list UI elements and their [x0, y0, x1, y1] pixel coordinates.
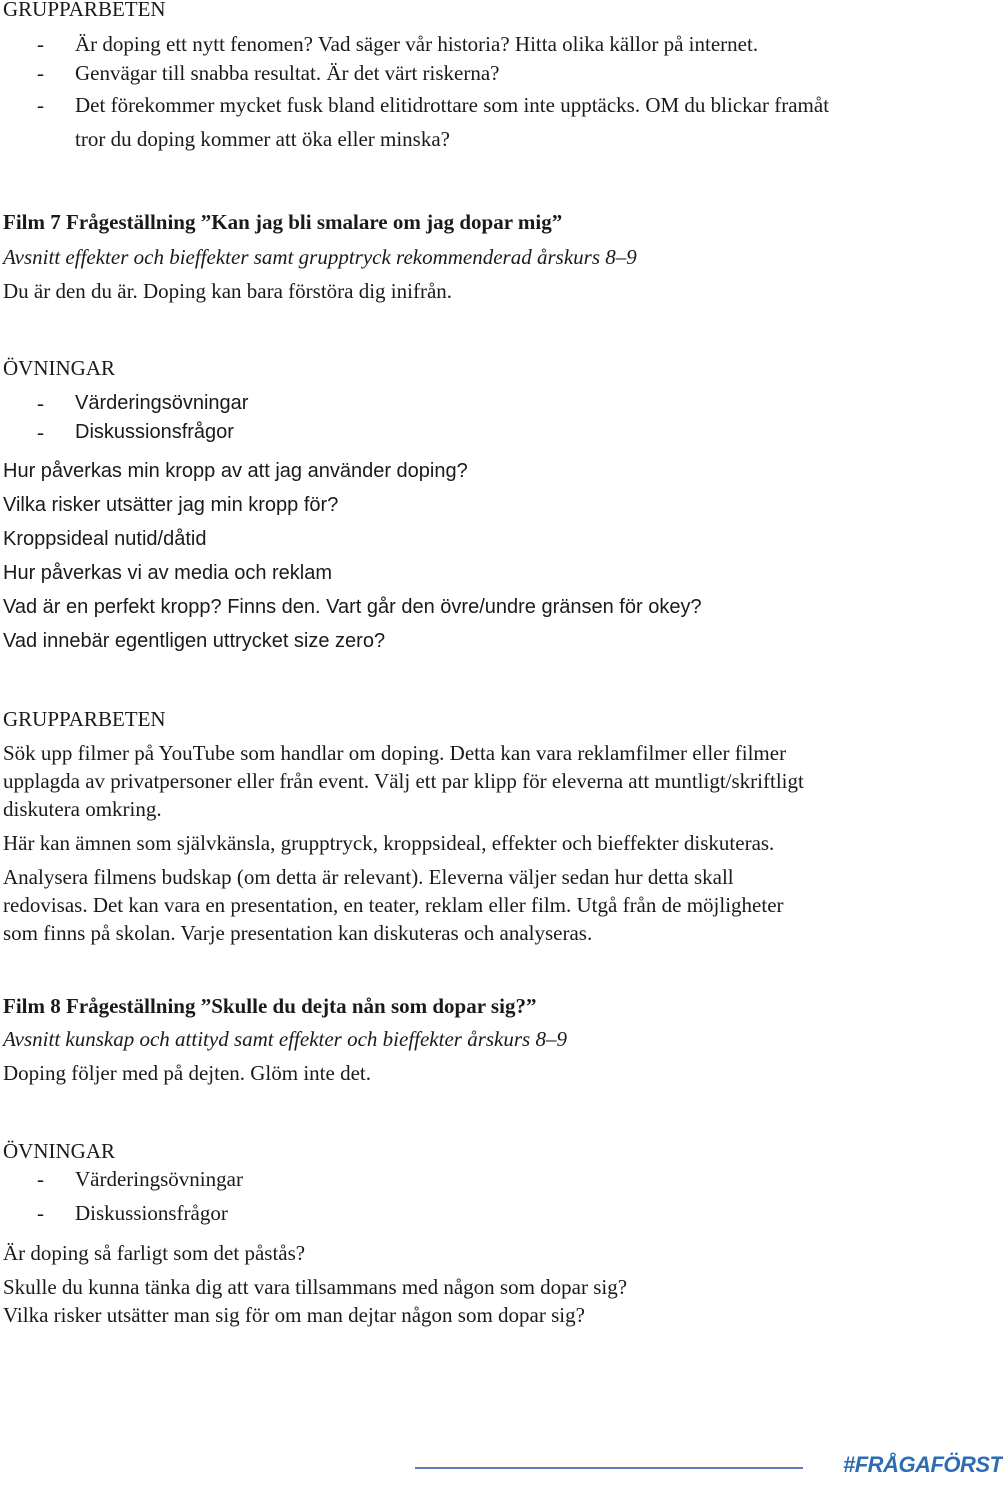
- exercises-heading: ÖVNINGAR: [3, 356, 115, 380]
- list-item-continuation: [0, 126, 960, 152]
- film-title: Film 7 Frågeställning ”Kan jag bli smalare om jag dopar mig”: [3, 210, 563, 234]
- question: Vad är en perfekt kropp? Finns den. Vart går den övre/undre gränsen för okey?: [3, 596, 702, 618]
- film-tagline: Doping följer med på dejten. Glöm inte det.: [3, 1061, 371, 1085]
- question: Hur påverkas min kropp av att jag använder doping?: [3, 460, 468, 482]
- list-item: - Diskussionsfrågor: [37, 1201, 228, 1225]
- section-heading: GRUPPARBETEN: [3, 0, 166, 21]
- list-item-text: Värderingsövningar: [75, 392, 249, 414]
- question: Vad innebär egentligen uttrycket size zero?: [3, 630, 386, 652]
- list-item: - Är doping ett nytt fenomen? Vad säger vår historia? Hitta olika källor på internet.: [37, 32, 759, 56]
- exercises-heading: ÖVNINGAR: [3, 1139, 115, 1163]
- list-item: - Värderingsövningar: [37, 1167, 243, 1191]
- list-item-text: Genvägar till snabba resultat. Är det värt riskerna?: [75, 61, 500, 85]
- list-item: - Värderingsövningar: [37, 391, 249, 415]
- list-item-text: Det förekommer mycket fusk bland elitidrottare som inte upptäcks. OM du blickar framåt: [75, 93, 830, 117]
- paragraph-line: som finns på skolan. Varje presentation kan diskuteras och analyseras.: [3, 921, 593, 945]
- paragraph-line: redovisas. Det kan vara en presentation, en teater, reklam eller film. Utgå från de möjligheter: [3, 893, 784, 917]
- question: Skulle du kunna tänka dig att vara tillsammans med någon som dopar sig?: [3, 1275, 628, 1299]
- question: Vilka risker utsätter jag min kropp för?: [3, 494, 339, 516]
- film-subtitle: Avsnitt kunskap och attityd samt effekter och bieffekter årskurs 8–9: [3, 1027, 567, 1051]
- paragraph-line: diskutera omkring.: [3, 797, 162, 821]
- list-item-text: Diskussionsfrågor: [75, 1201, 228, 1225]
- list-item-text: tror du doping kommer att öka eller minska?: [75, 127, 450, 151]
- question: Hur påverkas vi av media och reklam: [3, 562, 333, 584]
- group-heading: GRUPPARBETEN: [3, 707, 166, 731]
- fragaforst-logo: #FRÅGAFÖRST: [843, 1452, 1003, 1477]
- list-item: - Det förekommer mycket fusk bland elitidrottare som inte upptäcks. OM du blickar framåt: [37, 93, 830, 117]
- list-item-text: Diskussionsfrågor: [75, 421, 234, 443]
- list-item: - Genvägar till snabba resultat. Är det värt riskerna?: [37, 61, 500, 85]
- film-title: Film 8 Frågeställning ”Skulle du dejta nån som dopar sig?”: [3, 994, 537, 1018]
- question: Kroppsideal nutid/dåtid: [3, 528, 207, 550]
- question: Är doping så farligt som det påstås?: [3, 1241, 306, 1265]
- film-subtitle: Avsnitt effekter och bieffekter samt grupptryck rekommenderad årskurs 8–9: [3, 245, 637, 269]
- list-item: - Diskussionsfrågor: [37, 420, 234, 444]
- paragraph-line: Sök upp filmer på YouTube som handlar om doping. Detta kan vara reklamfilmer eller filmer: [3, 741, 787, 765]
- list-item-text: Värderingsövningar: [75, 1167, 243, 1191]
- footer-divider: [415, 1467, 803, 1469]
- paragraph-line: upplagda av privatpersoner eller från event. Välj ett par klipp för eleverna att muntligt/skriftligt: [3, 769, 804, 793]
- list-item-text: Är doping ett nytt fenomen? Vad säger vår historia? Hitta olika källor på internet.: [75, 32, 759, 56]
- paragraph-line: Här kan ämnen som självkänsla, grupptryck, kroppsideal, effekter och bieffekter diskuteras.: [3, 831, 775, 855]
- film-tagline: Du är den du är. Doping kan bara förstöra dig inifrån.: [3, 279, 453, 303]
- question: Vilka risker utsätter man sig för om man dejtar någon som dopar sig?: [3, 1303, 585, 1327]
- paragraph-line: Analysera filmens budskap (om detta är relevant). Eleverna väljer sedan hur detta skall: [3, 865, 734, 889]
